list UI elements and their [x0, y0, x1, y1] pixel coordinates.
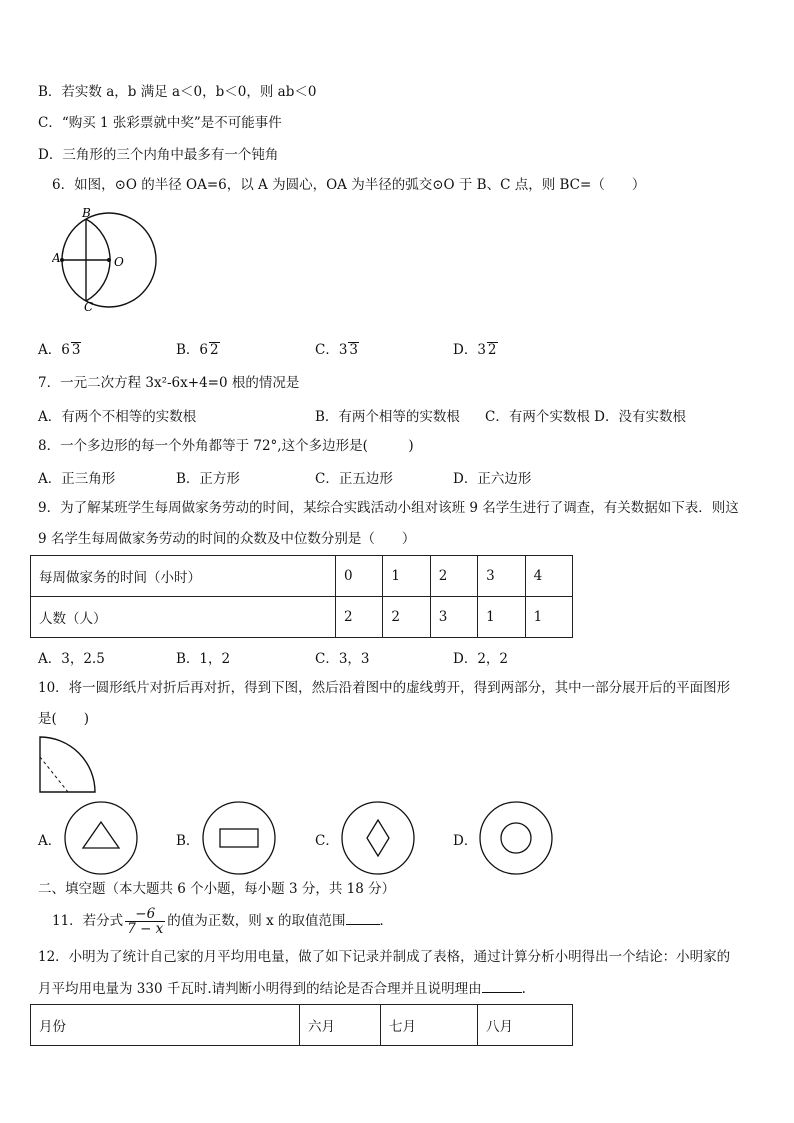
q9-stem-line1: 9．为了解某班学生每周做家务劳动的时间，某综合实践活动小组对该班 9 名学生进行了调查，有关数据如下表．则这	[38, 500, 739, 516]
table-cell: 八月	[478, 1005, 573, 1046]
q7-option-b: B．有两个相等的实数根	[315, 409, 460, 425]
q5-option-b: B．若实数 a，b 满足 a＜0，b＜0，则 ab＜0	[38, 84, 317, 100]
q12-stem-line1: 12．小明为了统计自己家的月平均用电量，做了如下记录并制成了表格，通过计算分析小明得出一个结论：小明家的	[38, 949, 731, 965]
table-cell: 0	[336, 556, 383, 597]
q10-stem-line1: 10．将一圆形纸片对折后再对折，得到下图，然后沿着图中的虚线剪开，得到两部分，其中一部分展开后的平面图形	[38, 680, 731, 696]
q6-label-b: B	[82, 206, 91, 220]
q9-stem-line2: 9 名学生每周做家务劳动的时间的众数及中位数分别是（ ）	[38, 531, 416, 547]
table-cell: 六月	[300, 1005, 381, 1046]
q7-option-a: A．有两个不相等的实数根	[38, 409, 197, 425]
q10-option-b-label: B．	[176, 833, 200, 849]
q12-stem-line2: 月平均用电量为 330 千瓦时.请判断小明得到的结论是否合理并且说明理由 .	[38, 981, 526, 997]
q7-option-cd: C．有两个实数根 D．没有实数根	[485, 409, 686, 425]
sqrt-symbol: 2	[487, 342, 497, 358]
q6-label-a: A	[52, 251, 61, 265]
q6-stem: 6．如图，⊙O 的半径 OA=6，以 A 为圆心，OA 为半径的弧交⊙O 于 B、C 点，则 BC=（ ）	[52, 177, 646, 193]
fraction: $\frac{-6}{7 - x}$	[127, 906, 164, 937]
q10-option-a-figure	[63, 800, 139, 876]
q10-quarter-circle-figure	[38, 735, 98, 795]
q9-data-table	[30, 555, 573, 638]
table-cell: 1	[525, 597, 572, 638]
table-cell: 1	[478, 597, 525, 638]
q6-label-o: O	[114, 255, 124, 269]
answer-blank	[482, 980, 522, 993]
table-row	[31, 556, 573, 597]
q6-label-c: C	[84, 300, 94, 314]
table-row	[31, 1005, 573, 1046]
table-cell: 2	[336, 597, 383, 638]
q5-option-d: D．三角形的三个内角中最多有一个钝角	[38, 147, 279, 163]
q9-option-b: B．1，2	[176, 651, 231, 667]
q8-option-a: A．正三角形	[38, 471, 116, 487]
table-cell: 3	[430, 597, 477, 638]
q5-option-c: C．“购买 1 张彩票就中奖”是不可能事件	[38, 115, 282, 131]
q10-option-b-figure	[201, 800, 277, 876]
q8-option-c: C．正五边形	[315, 471, 393, 487]
sqrt-symbol: 2	[210, 342, 219, 358]
table-cell: 4	[525, 556, 572, 597]
table-row	[31, 597, 573, 638]
answer-blank	[346, 912, 380, 925]
sqrt-symbol: 3	[349, 342, 359, 358]
table-cell: 七月	[381, 1005, 478, 1046]
table-cell: 每周做家务的时间（小时）	[31, 556, 336, 597]
section-title: 二、填空题（本大题共 6 个小题，每小题 3 分，共 18 分）	[38, 881, 396, 897]
table-cell: 人数（人）	[31, 597, 336, 638]
q10-option-c-label: C．	[315, 833, 339, 849]
q12-data-table	[30, 1004, 573, 1046]
table-cell: 2	[383, 597, 430, 638]
q7-stem: 7．一元二次方程 3x²-6x+4=0 根的情况是	[38, 375, 300, 391]
table-cell: 3	[478, 556, 525, 597]
q10-option-a-label: A．	[38, 833, 62, 849]
q10-stem-line2: 是( )	[38, 711, 90, 727]
q11-stem: 11．若分式 $\frac{-6}{7 - x}$ 的值为正数，则 x 的取值范围 ．	[52, 906, 393, 937]
q6-circle-figure	[52, 205, 162, 315]
q6-option-b: B．6 2	[176, 342, 219, 358]
q6-option-c: C．3 3	[315, 342, 359, 358]
q9-option-d: D．2，2	[453, 651, 509, 667]
q9-option-c: C．3，3	[315, 651, 370, 667]
q8-option-b: B．正方形	[176, 471, 240, 487]
q9-option-a: A．3，2.5	[38, 651, 105, 667]
q10-option-c-figure	[340, 800, 416, 876]
table-cell: 2	[430, 556, 477, 597]
q6-option-d: D．3 2	[453, 342, 497, 358]
table-cell: 月份	[31, 1005, 300, 1046]
q8-stem: 8．一个多边形的每一个外角都等于 72°,这个多边形是( )	[38, 438, 414, 454]
q6-option-a: A．6 3	[38, 342, 81, 358]
q10-option-d-label: D．	[453, 833, 478, 849]
table-cell: 1	[383, 556, 430, 597]
sqrt-symbol: 3	[71, 342, 81, 358]
q8-option-d: D．正六边形	[453, 471, 532, 487]
q10-option-d-figure	[478, 800, 554, 876]
